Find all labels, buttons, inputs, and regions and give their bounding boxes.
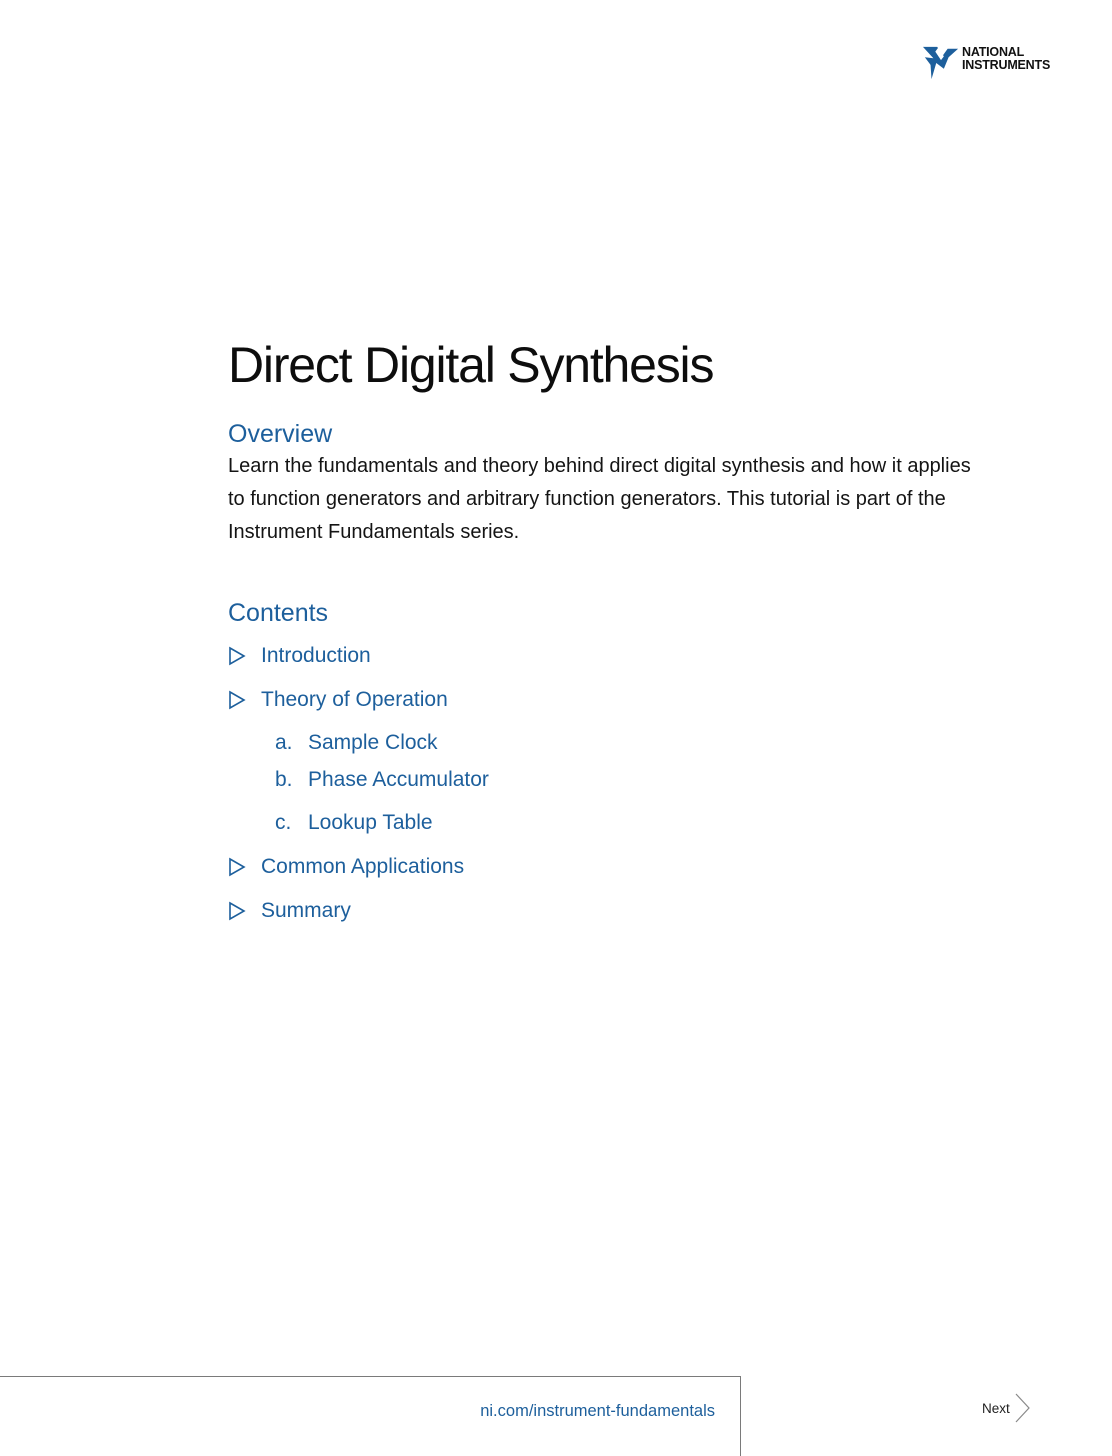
triangle-right-outline-icon bbox=[228, 857, 246, 877]
toc-item-label: Introduction bbox=[261, 644, 371, 667]
logo-line-instruments: INSTRUMENTS bbox=[962, 57, 1051, 72]
toc-subitem-phase-accumulator[interactable] bbox=[228, 767, 988, 793]
toc-subitem-label: Sample Clock bbox=[308, 731, 438, 754]
overview-heading: Overview bbox=[228, 420, 333, 448]
footer-bar bbox=[0, 1376, 741, 1456]
main-content bbox=[228, 334, 988, 924]
chevron-right-icon bbox=[1012, 1392, 1032, 1424]
page-title: Direct Digital Synthesis bbox=[228, 337, 714, 393]
next-label: Next bbox=[982, 1400, 1010, 1416]
logo-line-national: NATIONAL bbox=[962, 45, 1025, 59]
footer-link-instrument-fundamentals[interactable]: ni.com/instrument-fundamentals bbox=[480, 1402, 715, 1420]
table-of-contents bbox=[228, 643, 988, 924]
toc-subitem-letter: c. bbox=[275, 811, 292, 834]
toc-item-common-applications[interactable] bbox=[228, 854, 988, 880]
overview-body: Learn the fundamentals and theory behind direct digital synthesis and how it applies to function generators and arbitrary function generators. This tutorial is part of the Instrument Fundamentals series. bbox=[228, 455, 971, 543]
toc-subitem-label: Phase Accumulator bbox=[308, 768, 489, 791]
ni-logo bbox=[922, 44, 1072, 84]
toc-item-label: Theory of Operation bbox=[261, 688, 448, 711]
logo-wordmark bbox=[962, 46, 1050, 71]
toc-subitem-letter: b. bbox=[275, 768, 293, 791]
next-button[interactable] bbox=[982, 1392, 1032, 1424]
toc-item-label: Common Applications bbox=[261, 855, 465, 878]
toc-subitem-sample-clock[interactable] bbox=[228, 730, 988, 756]
triangle-right-outline-icon bbox=[228, 646, 246, 666]
toc-subitem-label: Lookup Table bbox=[308, 811, 433, 834]
toc-subitem-letter: a. bbox=[275, 731, 293, 754]
triangle-right-outline-icon bbox=[228, 901, 246, 921]
toc-item-theory-of-operation[interactable] bbox=[228, 687, 988, 713]
triangle-right-outline-icon bbox=[228, 690, 246, 710]
toc-item-introduction[interactable] bbox=[228, 643, 988, 669]
toc-item-label: Summary bbox=[261, 899, 351, 922]
contents-heading: Contents bbox=[228, 599, 329, 627]
ni-eagle-logo-icon bbox=[922, 44, 960, 82]
toc-item-summary[interactable] bbox=[228, 898, 988, 924]
toc-subitem-lookup-table[interactable] bbox=[228, 810, 988, 836]
